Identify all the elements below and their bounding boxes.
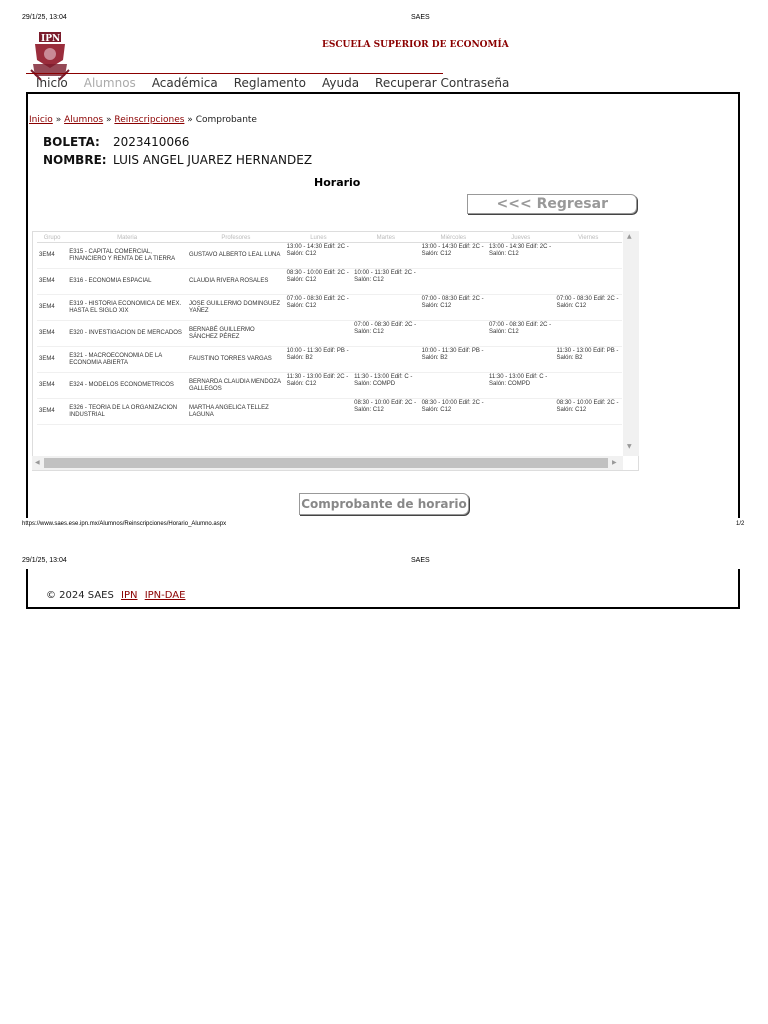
nav-alumnos[interactable]: Alumnos (83, 76, 136, 90)
table-cell: 10:00 - 11:30 Edif: PB - Salón: B2 (420, 347, 487, 373)
column-header: Miércoles (420, 234, 487, 243)
horario-title: Horario (314, 176, 361, 189)
column-header: Lunes (285, 234, 352, 243)
scroll-left-icon[interactable]: ◀ (35, 459, 40, 466)
table-cell: JOSE GUILLERMO DOMINGUEZ YAÑEZ (187, 295, 285, 321)
table-cell: 08:30 - 10:00 Edif: 2C - Salón: C12 (285, 269, 352, 295)
table-cell (352, 295, 419, 321)
table-cell: 10:00 - 11:30 Edif: 2C - Salón: C12 (352, 269, 419, 295)
nombre-value: LUIS ANGEL JUAREZ HERNANDEZ (113, 153, 313, 167)
table-cell (420, 321, 487, 347)
table-cell: 08:30 - 10:00 Edif: 2C - Salón: C12 (420, 399, 487, 425)
horizontal-scroll-thumb[interactable] (44, 458, 608, 468)
table-cell: E326 - TEORIA DE LA ORGANIZACION INDUSTRIAL (67, 399, 187, 425)
table-row (37, 373, 622, 399)
footer (46, 590, 185, 601)
table-cell: 07:00 - 08:30 Edif: 2C - Salón: C12 (554, 295, 622, 321)
breadcrumb (29, 115, 257, 125)
table-cell (420, 269, 487, 295)
print-title: SAES (411, 14, 430, 21)
ipn-logo-icon[interactable] (27, 30, 73, 82)
table-row (37, 269, 622, 295)
print-title-2: SAES (411, 557, 430, 564)
nav-recuperar-contrasena[interactable]: Recuperar Contraseña (375, 76, 510, 90)
header-divider (26, 73, 443, 74)
table-cell: 3EM4 (37, 373, 67, 399)
table-cell (487, 295, 554, 321)
table-cell (352, 347, 419, 373)
table-cell (487, 399, 554, 425)
table-cell (554, 373, 622, 399)
table-cell: 3EM4 (37, 347, 67, 373)
svg-text:IPN: IPN (41, 34, 61, 44)
breadcrumb-sep: » (187, 115, 193, 125)
table-cell: E316 - ECONOMIA ESPACIAL (67, 269, 187, 295)
footer-link-ipn[interactable]: IPN (121, 590, 138, 601)
table-cell: E315 - CAPITAL COMERCIAL, FINANCIERO Y RENTA DE LA TIERRA (67, 243, 187, 269)
breadcrumb-inicio[interactable]: Inicio (29, 115, 53, 125)
main-nav (36, 76, 525, 90)
table-row (37, 347, 622, 373)
boleta-value: 2023410066 (113, 135, 190, 149)
print-page-number: 1/2 (736, 521, 745, 527)
table-cell: 08:30 - 10:00 Edif: 2C - Salón: C12 (352, 399, 419, 425)
print-datetime: 29/1/25, 13:04 (22, 14, 67, 21)
column-header: Grupo (37, 234, 67, 243)
breadcrumb-reinscripciones[interactable]: Reinscripciones (114, 115, 185, 125)
nav-academica[interactable]: Académica (151, 76, 218, 90)
table-cell: E324 - MODELOS ECONOMETRICOS (67, 373, 187, 399)
table-cell: 11:30 - 13:00 Edif: PB - Salón: B2 (554, 347, 622, 373)
table-row (37, 321, 622, 347)
footer-frame (26, 569, 740, 609)
table-cell: 07:00 - 08:30 Edif: 2C - Salón: C12 (487, 321, 554, 347)
table-cell: 08:30 - 10:00 Edif: 2C - Salón: C12 (554, 399, 622, 425)
nombre-row (43, 153, 312, 167)
table-cell (285, 321, 352, 347)
table-cell: 13:00 - 14:30 Edif: 2C - Salón: C12 (487, 243, 554, 269)
table-row (37, 243, 622, 269)
table-row (37, 295, 622, 321)
table-cell: BERNABÉ GUILLERMO SÁNCHEZ PÉREZ (187, 321, 285, 347)
boleta-label: BOLETA: (43, 135, 100, 149)
table-cell: 3EM4 (37, 321, 67, 347)
table-cell: E320 - INVESTIGACION DE MERCADOS (67, 321, 187, 347)
table-cell: 07:00 - 08:30 Edif: 2C - Salón: C12 (285, 295, 352, 321)
print-url: https://www.saes.ese.ipn.mx/Alumnos/Reinscripciones/Horario_Alumno.aspx (22, 521, 227, 527)
table-header-row (37, 234, 622, 243)
table-row (37, 399, 622, 425)
breadcrumb-alumnos[interactable]: Alumnos (64, 115, 104, 125)
table-cell (352, 243, 419, 269)
nav-inicio[interactable]: Inicio (36, 76, 68, 90)
nav-ayuda[interactable]: Ayuda (321, 76, 360, 90)
table-cell: BERNARDA CLAUDIA MENDOZA GALLEGOS (187, 373, 285, 399)
vertical-scrollbar[interactable] (623, 231, 639, 456)
schedule-table-container (32, 231, 639, 471)
table-cell: CLAUDIA RIVERA ROSALES (187, 269, 285, 295)
table-cell: 3EM4 (37, 243, 67, 269)
column-header: Profesores (187, 234, 285, 243)
comprobante-horario-button[interactable]: Comprobante de horario (299, 493, 469, 515)
column-header: Martes (352, 234, 419, 243)
table-cell (285, 399, 352, 425)
table-cell: GUSTAVO ALBERTO LEAL LUNA (187, 243, 285, 269)
regresar-button[interactable]: <<< Regresar (467, 194, 637, 214)
table-cell: 13:00 - 14:30 Edif: 2C - Salón: C12 (285, 243, 352, 269)
column-header: Materia (67, 234, 187, 243)
nombre-label: NOMBRE: (43, 153, 107, 167)
school-name: ESCUELA SUPERIOR DE ECONOMÍA (322, 40, 509, 50)
breadcrumb-sep: » (55, 115, 62, 125)
table-cell (487, 269, 554, 295)
table-cell: 3EM4 (37, 399, 67, 425)
scroll-down-icon[interactable]: ▼ (627, 443, 632, 450)
scroll-right-icon[interactable]: ▶ (612, 459, 617, 466)
table-cell: 3EM4 (37, 295, 67, 321)
breadcrumb-sep: » (106, 115, 112, 125)
table-cell: 13:00 - 14:30 Edif: 2C - Salón: C12 (420, 243, 487, 269)
table-cell: E319 - HISTORIA ECONOMICA DE MEX. HASTA EL SIGLO XIX (67, 295, 187, 321)
copyright: © 2024 SAES (46, 590, 114, 601)
print-datetime-2: 29/1/25, 13:04 (22, 557, 67, 564)
breadcrumb-current: Comprobante (195, 115, 257, 125)
schedule-table (37, 234, 622, 425)
scroll-up-icon[interactable]: ▲ (627, 233, 632, 240)
table-cell: E321 - MACROECONOMIA DE LA ECONOMIA ABIERTA (67, 347, 187, 373)
table-cell: 3EM4 (37, 269, 67, 295)
table-cell: FAUSTINO TORRES VARGAS (187, 347, 285, 373)
table-cell: 07:00 - 08:30 Edif: 2C - Salón: C12 (420, 295, 487, 321)
nav-reglamento[interactable]: Reglamento (233, 76, 306, 90)
table-cell: 11:30 - 13:00 Edif: 2C - Salón: C12 (285, 373, 352, 399)
footer-link-ipn-dae[interactable]: IPN-DAE (144, 590, 186, 601)
boleta-row (43, 135, 189, 149)
table-cell: MARTHA ANGELICA TELLEZ LAGUNA (187, 399, 285, 425)
table-cell (554, 321, 622, 347)
table-cell (487, 347, 554, 373)
table-cell (420, 373, 487, 399)
table-cell: 11:30 - 13:00 Edif: C - Salón: COMPD (487, 373, 554, 399)
table-cell: 10:00 - 11:30 Edif: PB - Salón: B2 (285, 347, 352, 373)
table-cell (554, 243, 622, 269)
column-header: Viernes (554, 234, 622, 243)
table-cell: 11:30 - 13:00 Edif: C - Salón: COMPD (352, 373, 419, 399)
table-cell: 07:00 - 08:30 Edif: 2C - Salón: C12 (352, 321, 419, 347)
column-header: Jueves (487, 234, 554, 243)
table-cell (554, 269, 622, 295)
